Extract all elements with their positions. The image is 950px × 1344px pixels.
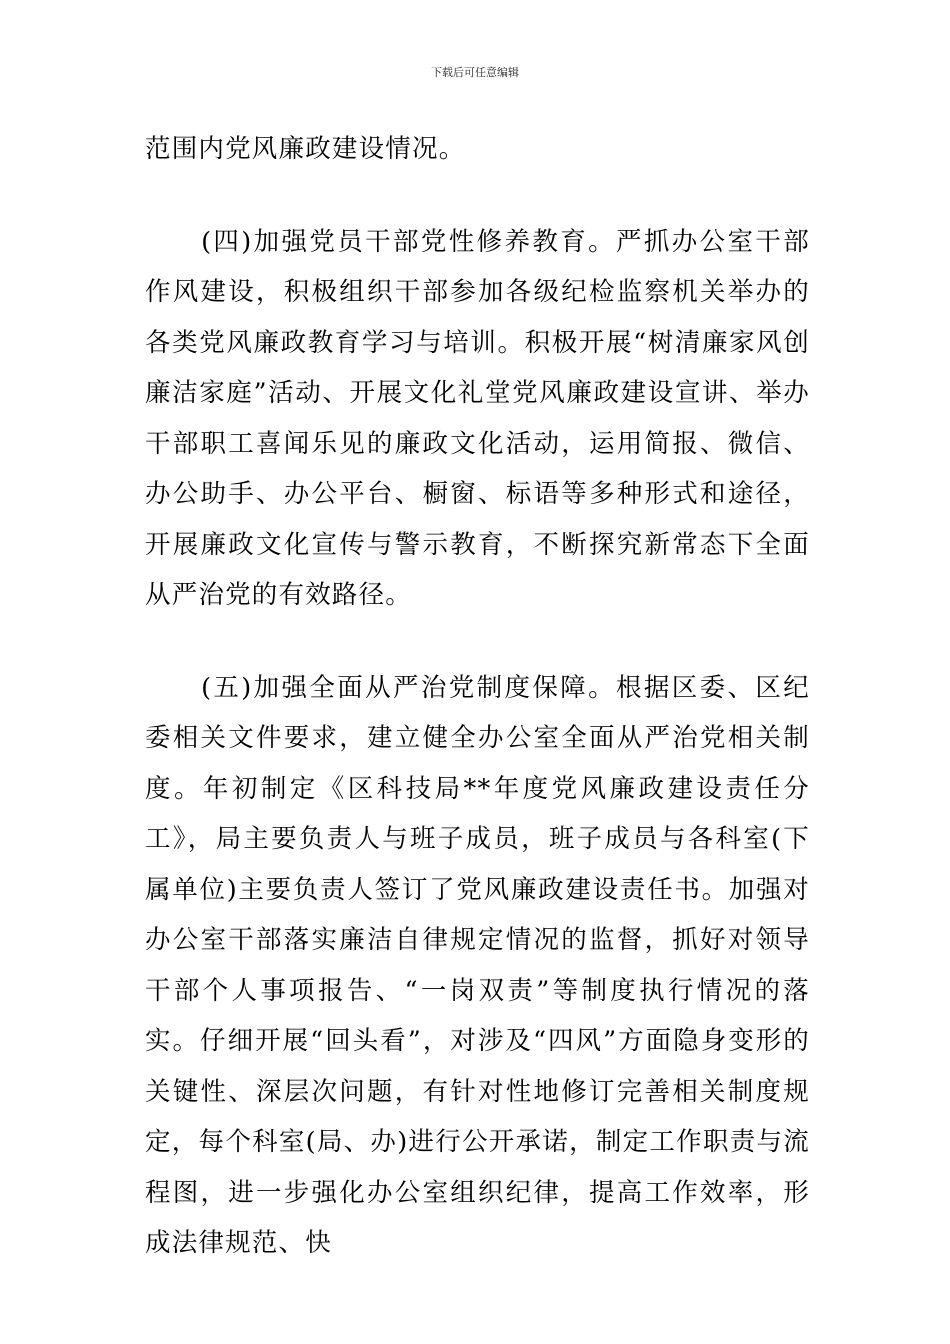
page-header-note: 下载后可任意编辑 (431, 66, 519, 79)
paragraph-gap (145, 621, 810, 663)
document-body (145, 124, 810, 1269)
paragraph-section-four: (四)加强党员干部党性修养教育。严抓办公室干部作风建设，积极组织干部参加各级纪检监察机关举办的各类党风廉政教育学习与培训。积极开展“树清廉家风创廉洁家庭”活动、开展文化礼堂党风廉政建设宣讲、举办干部职工喜闻乐见的廉政文化活动，运用简报、微信、办公助手、办公平台、橱窗、标语等多种形式和途径，开展廉政文化宣传与警示教育，不断探究新常态下全面从严治党的有效路径。 (145, 226, 810, 610)
paragraph-gap (145, 175, 810, 217)
paragraph-section-five: (五)加强全面从严治党制度保障。根据区委、区纪委相关文件要求，建立健全办公室全面从严治党相关制度。年初制定《区科技局**年度党风廉政建设责任分工》，局主要负责人与班子成员，班子成员与各科室(下属单位)主要负责人签订了党风廉政建设责任书。加强对办公室干部落实廉洁自律规定情况的监督，抓好对领导干部个人事项报告、“一岗双责”等制度执行情况的落实。仔细开展“回头看”，对涉及“四风”方面隐身变形的关键性、深层次问题，有针对性地修订完善相关制度规定，每个科室(局、办)进行公开承诺，制定工作职责与流程图，进一步强化办公室组织纪律，提高工作效率，形成法律规范、快 (145, 672, 810, 1258)
paragraph-continuation: 范围内党风廉政建设情况。 (145, 134, 466, 164)
